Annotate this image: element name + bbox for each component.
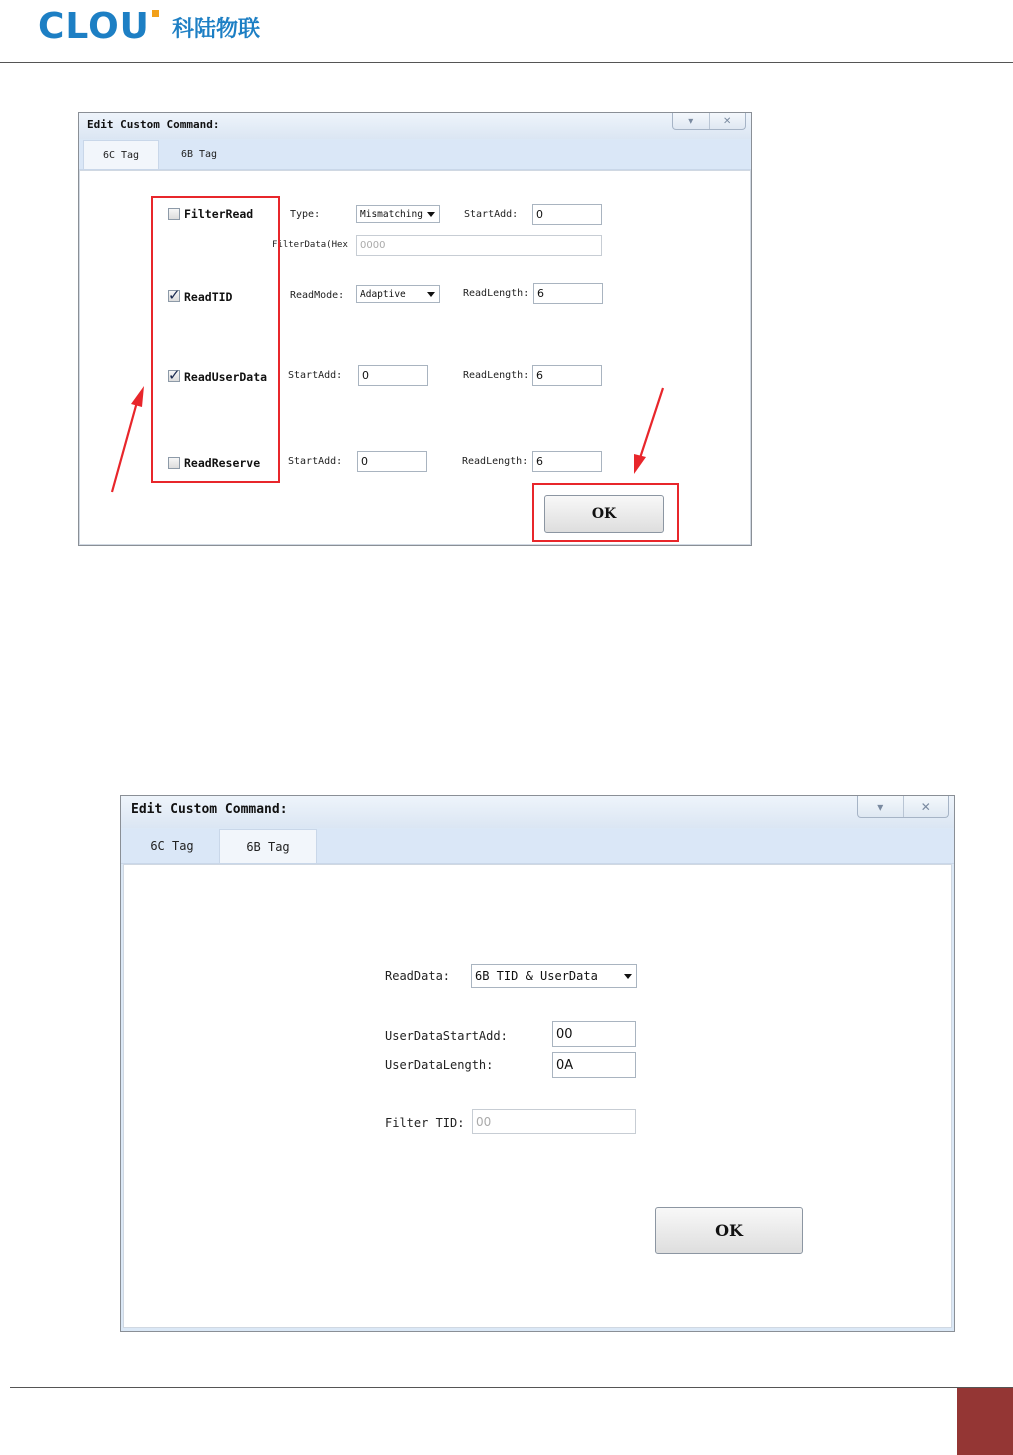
user-start-label: StartAdd: [288,370,343,381]
logo-text: CLOU [38,6,150,47]
footer-divider [10,1387,1013,1388]
type-select[interactable] [356,205,440,223]
dialog-title: Edit Custom Command: [121,796,954,828]
read-mode-select[interactable] [356,285,440,303]
filter-start-input[interactable]: 0 [532,204,602,225]
tab-bar [79,140,751,170]
chevron-down-icon [624,974,632,979]
checkmark-icon: ✓ [168,366,181,384]
read-data-label: ReadData: [385,969,451,983]
filter-read-label: FilterRead [184,207,254,221]
menu-icon[interactable]: ▾ [688,115,694,127]
filter-data-label: FilterData(Hex [272,240,348,250]
tid-length-input[interactable]: 6 [533,283,603,304]
tab-6c[interactable]: 6C Tag [83,140,159,169]
header-divider [0,62,1013,63]
close-icon[interactable]: ✕ [709,113,746,129]
filter-start-label: StartAdd: [464,209,519,220]
read-data-select[interactable] [471,964,637,988]
filter-tid-input[interactable]: 00 [472,1109,636,1134]
tab-bar [121,829,954,864]
tab-6b[interactable]: 6B Tag [219,829,317,863]
tid-length-label: ReadLength: [463,288,530,299]
logo-chinese-text: 科陆物联 [172,17,261,42]
user-data-start-label: UserDataStartAdd: [385,1029,508,1043]
footer-page-marker [957,1388,1013,1455]
filter-data-input[interactable]: 0000 [356,235,602,256]
chevron-down-icon [427,212,435,217]
user-data-length-label: UserDataLength: [385,1058,494,1072]
close-icon[interactable]: ✕ [903,796,949,817]
read-tid-label: ReadTID [184,290,233,304]
ok-button[interactable]: OK [655,1207,803,1254]
dialog-title: Edit Custom Command: [79,113,751,139]
ok-button[interactable]: OK [544,495,664,533]
tab-panel-6b [123,864,952,1328]
reserve-start-label: StartAdd: [288,456,343,467]
user-length-input[interactable]: 6 [532,365,602,386]
logo-dot [152,10,159,17]
tab-6b[interactable]: 6B Tag [180,149,218,160]
read-user-data-label: ReadUserData [184,370,268,384]
annotation-box-ok [532,483,679,542]
read-data-value: 6B TID & UserData [475,969,598,983]
menu-icon[interactable]: ▾ [877,799,884,814]
user-start-input[interactable]: 0 [358,365,428,386]
user-length-label: ReadLength: [463,370,530,381]
reserve-start-input[interactable]: 0 [357,451,427,472]
reserve-length-input[interactable]: 6 [532,451,602,472]
window-controls [857,796,949,818]
user-data-start-input[interactable]: 00 [552,1021,636,1047]
reserve-length-label: ReadLength: [462,456,529,467]
edit-custom-command-dialog-6b [120,795,955,1332]
type-label: Type: [290,209,321,220]
tab-6c[interactable]: 6C Tag [150,839,194,853]
user-data-length-input[interactable]: 0A [552,1052,636,1078]
type-select-value: Mismatching [360,208,423,220]
window-controls [672,113,746,130]
read-mode-value: Adaptive [360,288,406,300]
checkmark-icon: ✓ [168,286,181,304]
read-reserve-label: ReadReserve [184,456,261,470]
chevron-down-icon [427,292,435,297]
annotation-box-checkboxes [151,196,280,483]
filter-tid-label: Filter TID: [385,1116,465,1130]
read-mode-label: ReadMode: [290,290,345,301]
page-header [0,0,1013,64]
